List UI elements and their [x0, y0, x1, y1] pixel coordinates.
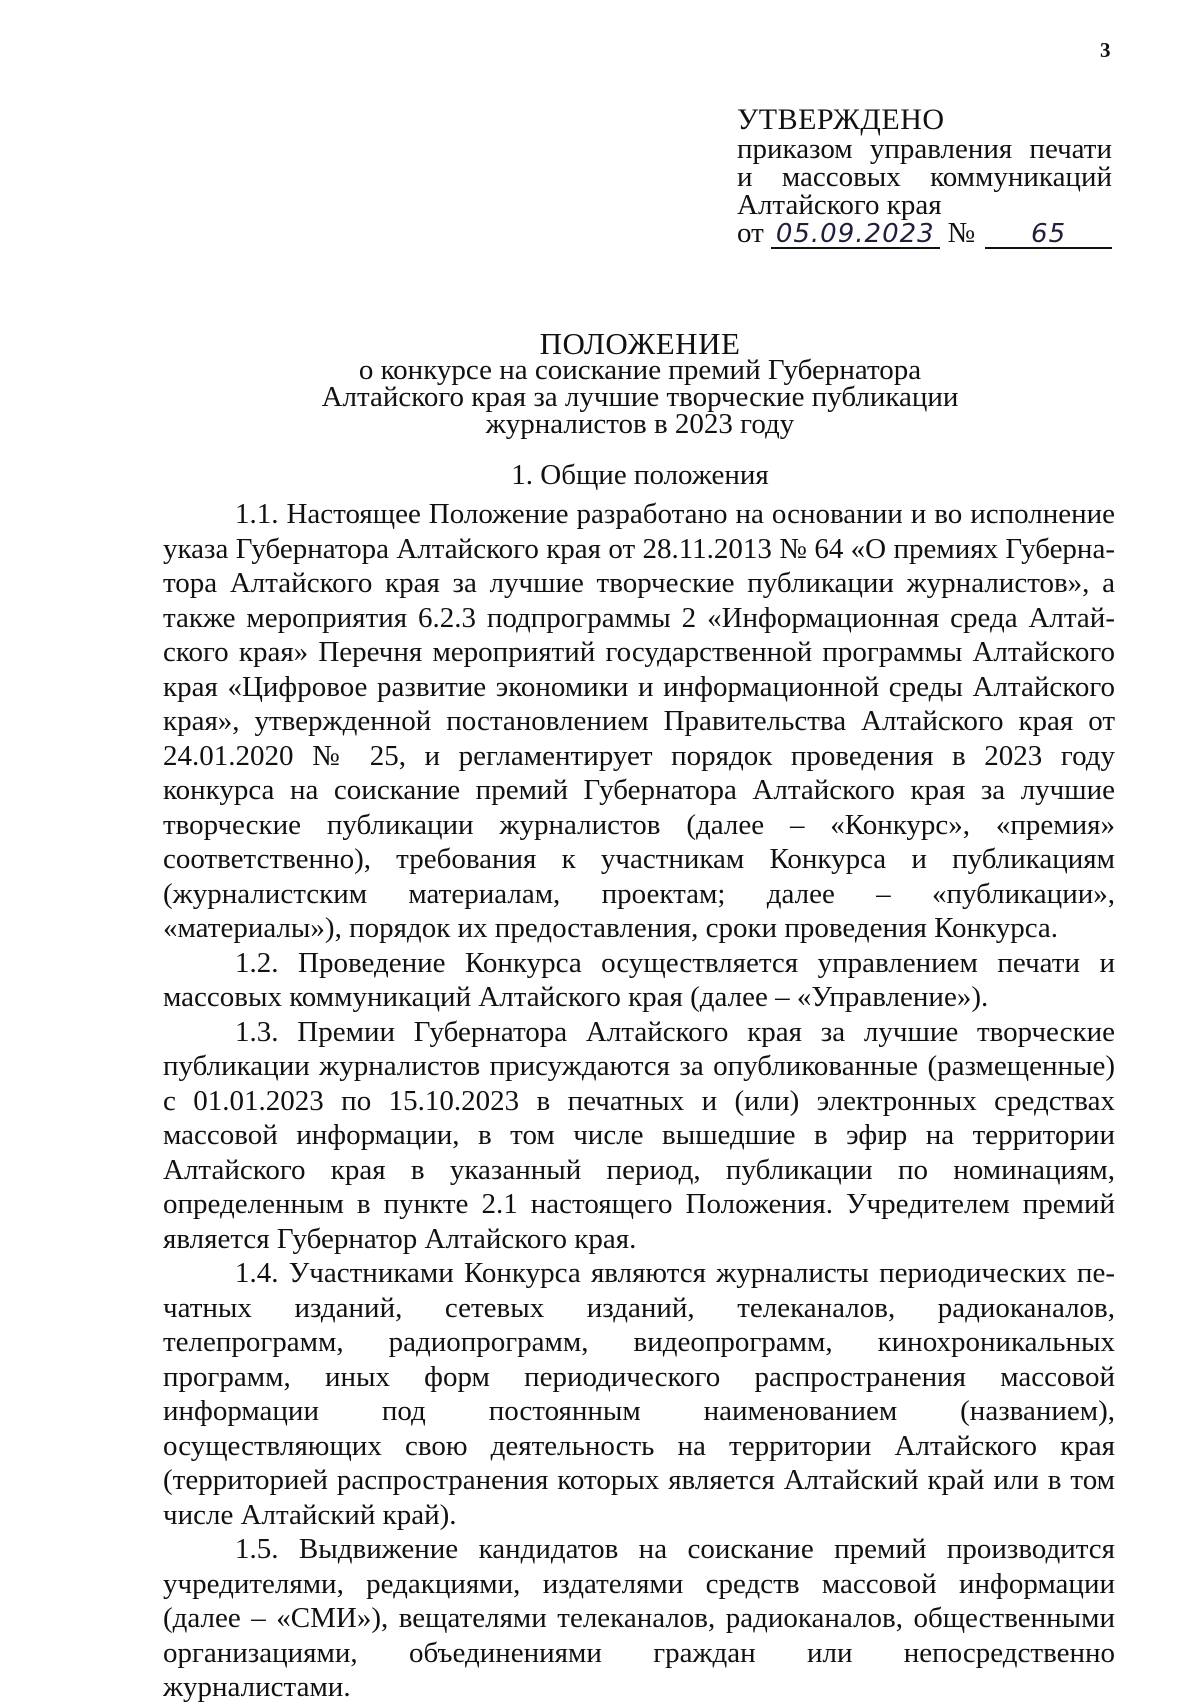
- document-title-main: ПОЛОЖЕНИЕ: [539, 326, 741, 361]
- order-number-handwritten: 65: [985, 221, 1112, 249]
- order-details: [737, 219, 1112, 249]
- paragraph-1-3: 1.3. Премии Губернатора Алтайского края за лучшие творческие публикации журналистов присуждаются за опубликованные (размещенные) с 01.01.2023 по 15.10.2023 в печатных и (или) электронных средствах массовой информации, в том числе вышедшие в эфир на территории Алтайского края в указанный период, публикации по номинациям, определенным в пункте 2.1 настоящего Положения. Учредителем премий является Губернатор Алтайского края.: [163, 1015, 1115, 1255]
- approval-block: [737, 103, 1112, 249]
- order-date-handwritten: 05.09.2023: [771, 221, 939, 249]
- approval-line-2: и массовых коммуникаций: [737, 161, 1112, 193]
- paragraph-1-5: 1.5. Выдвижение кандидатов на соискание премий производится учредителями, редакциями, издателями средств массовой информации (далее – «СМИ»), вещателями телеканалов, радиоканалов, общественными организациями, объединениями граждан или непосредственно журналистами.: [163, 1533, 1115, 1703]
- order-from-label: от: [737, 217, 764, 249]
- paragraph-1-4: 1.4. Участниками Конкурса являются журналисты периодических печатных изданий, сетевых изданий, телеканалов, радиоканалов, телепрограмм, радиопрограмм, видеопрограмм, кинохроникальных программ, иных форм периодического распространения массовой информации под постоянным наименованием (названием), осуществляющих свою деятельность на территории Алтайского края (территорией распространения которых является Алтайский край или в том числе Алтайский край).: [163, 1257, 1115, 1531]
- document-body: [163, 497, 1115, 1705]
- approval-line-3: Алтайского края: [737, 189, 942, 221]
- paragraph-1-1: 1.1. Настоящее Положение разработано на основании и во исполнение указа Губернатора Алтайского края от 28.11.2013 № 64 «О премиях Губернатора Алтайского края за лучшие творческие публикации журналистов», а также мероприятия 6.2.3 подпрограммы 2 «Информационная среда Алтайского края» Перечня мероприятий государственной программы Алтайского края «Цифровое развитие экономики и информационной среды Алтайского края», утвержденной постановлением Правительства Алтайского края от 24.01.2020 № 25, и регламентирует порядок проведения в 2023 году конкурса на соискание премий Губернатора Алтайского края за лучшие творческие публикации журналистов (далее – «Конкурс», «премия» соответственно), требования к участникам Конкурса и публикациям (журналистским материалам, проектам; далее – «публикации», «материалы»), порядок их предоставления, сроки проведения Конкурса.: [163, 498, 1115, 944]
- approval-title: УТВЕРЖДЕНО: [737, 103, 945, 136]
- document-title-line-3: журналистов в 2023 году: [485, 408, 795, 440]
- document-title-line-1: о конкурсе на соискание премий Губернатора: [358, 354, 922, 386]
- paragraph-1-2: 1.2. Проведение Конкурса осуществляется управлением печати и массовых коммуникаций Алтайского края (далее – «Управление»).: [163, 946, 1115, 1013]
- section-heading: 1. Общие положения: [511, 459, 769, 491]
- document-title: [200, 326, 1080, 440]
- document-title-line-2: Алтайского края за лучшие творческие публикации: [321, 381, 959, 413]
- page-number: 3: [1100, 38, 1111, 62]
- approval-line-1: приказом управления печати: [737, 133, 1112, 165]
- order-number-label: №: [947, 217, 976, 249]
